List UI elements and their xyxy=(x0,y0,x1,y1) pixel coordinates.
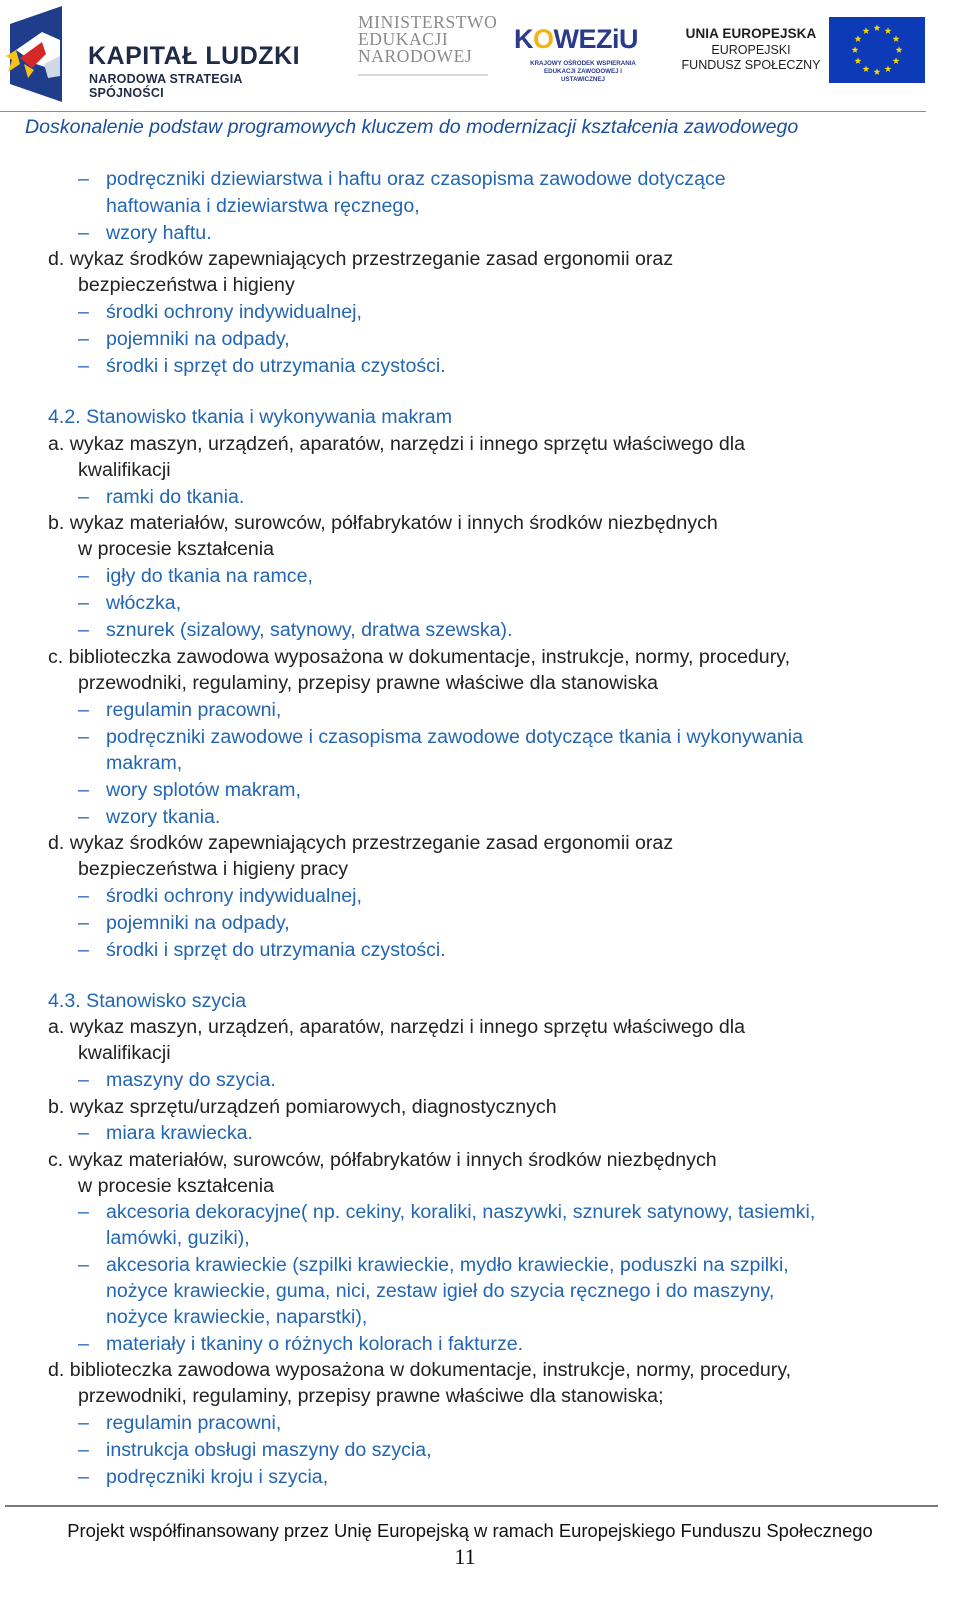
list-item: miara krawiecka. xyxy=(106,1122,253,1144)
koweziu-name-suffix: WEZiU xyxy=(553,24,639,54)
section-heading: 4.3. Stanowisko szycia xyxy=(48,990,247,1012)
list-item: środki ochrony indywidualnej, xyxy=(106,885,362,907)
list-dash-icon: – xyxy=(78,1466,89,1488)
list-item: środki i sprzęt do utrzymania czystości. xyxy=(106,355,446,377)
list-dash-icon: – xyxy=(78,912,89,934)
koweziu-name-prefix: K xyxy=(514,24,533,54)
list-dash-icon: – xyxy=(78,565,89,587)
page-number: 11 xyxy=(454,1544,476,1569)
ministry-underline xyxy=(358,74,488,76)
kapital-ludzki-logo xyxy=(6,6,306,102)
koweziu-subtitle: KRAJOWY OŚRODEK WSPIERANIA EDUKACJI ZAWODOWEJ I USTAWICZNEJ xyxy=(530,60,636,83)
text-line: bezpieczeństwa i higieny xyxy=(78,274,295,296)
list-item: maszyny do szycia. xyxy=(106,1069,276,1091)
list-dash-icon: – xyxy=(78,1122,89,1144)
list-dash-icon: – xyxy=(78,699,89,721)
text-line: lamówki, guziki), xyxy=(106,1227,250,1249)
text-line: haftowania i dziewiarstwa ręcznego, xyxy=(106,195,420,217)
list-dash-icon: – xyxy=(78,806,89,828)
text-line: a. wykaz maszyn, urządzeń, aparatów, narzędzi i innego sprzętu właściwego dla xyxy=(48,1016,746,1038)
text-line: nożyce krawieckie, guma, nici, zestaw igieł do szycia ręcznego i do maszyny, xyxy=(106,1280,775,1302)
list-dash-icon: – xyxy=(78,355,89,377)
eu-line-1: UNIA EUROPEJSKA xyxy=(685,26,817,41)
text-line: a. wykaz maszyn, urządzeń, aparatów, narzędzi i innego sprzętu właściwego dla xyxy=(48,433,746,455)
koweziu-sun-o: O xyxy=(533,24,554,54)
list-item: igły do tkania na ramce, xyxy=(106,565,313,587)
list-dash-icon: – xyxy=(78,1254,89,1276)
list-item: ramki do tkania. xyxy=(106,486,245,508)
list-item: instrukcja obsługi maszyny do szycia, xyxy=(106,1439,432,1461)
list-item: pojemniki na odpady, xyxy=(106,912,290,934)
list-dash-icon: – xyxy=(78,301,89,323)
list-item: podręczniki zawodowe i czasopisma zawodowe dotyczące tkania i wykonywania xyxy=(106,726,804,748)
text-line: b. wykaz materiałów, surowców, półfabrykatów i innych środków niezbędnych xyxy=(48,512,718,534)
list-dash-icon: – xyxy=(78,486,89,508)
list-item: akcesoria dekoracyjne( np. cekiny, koraliki, naszywki, sznurek satynowy, tasiemki, xyxy=(106,1201,816,1223)
kapital-ludzki-emblem-icon xyxy=(6,6,76,102)
kapital-ludzki-title: KAPITAŁ LUDZKI xyxy=(88,42,301,70)
list-dash-icon: – xyxy=(78,1069,89,1091)
text-line: c. wykaz materiałów, surowców, półfabrykatów i innych środków niezbędnych xyxy=(48,1149,717,1171)
text-line: b. wykaz sprzętu/urządzeń pomiarowych, diagnostycznych xyxy=(48,1096,557,1118)
list-item: pojemniki na odpady, xyxy=(106,328,290,350)
eu-line-2: EUROPEJSKI xyxy=(711,43,791,57)
list-item: wzory tkania. xyxy=(106,806,221,828)
text-line: makram, xyxy=(106,752,183,774)
logo-bar xyxy=(0,0,960,112)
list-dash-icon: – xyxy=(78,726,89,748)
list-dash-icon: – xyxy=(78,939,89,961)
text-line: c. biblioteczka zawodowa wyposażona w dokumentacje, instrukcje, normy, procedury, xyxy=(48,646,791,668)
text-line: kwalifikacji xyxy=(78,1042,171,1064)
list-item: podręczniki dziewiarstwa i haftu oraz czasopisma zawodowe dotyczące xyxy=(106,168,726,190)
list-dash-icon: – xyxy=(78,1439,89,1461)
list-item: akcesoria krawieckie (szpilki krawieckie, mydło krawieckie, poduszki na szpilki, xyxy=(106,1254,789,1276)
list-dash-icon: – xyxy=(78,222,89,244)
footer-text: Projekt współfinansowany przez Unię Europejską w ramach Europejskiego Funduszu Społecznego xyxy=(67,1520,873,1541)
list-dash-icon: – xyxy=(78,592,89,614)
list-dash-icon: – xyxy=(78,779,89,801)
text-line: d. wykaz środków zapewniających przestrzeganie zasad ergonomii oraz xyxy=(48,248,674,270)
text-line: w procesie kształcenia xyxy=(78,1175,275,1197)
list-dash-icon: – xyxy=(78,1201,89,1223)
list-item: wory splotów makram, xyxy=(106,779,301,801)
list-dash-icon: – xyxy=(78,619,89,641)
text-line: nożyce krawieckie, naparstki), xyxy=(106,1306,368,1328)
section-heading: 4.2. Stanowisko tkania i wykonywania makram xyxy=(48,406,453,428)
list-item: materiały i tkaniny o różnych kolorach i fakturze. xyxy=(106,1333,524,1355)
kapital-ludzki-subtitle: NARODOWA STRATEGIA SPÓJNOŚCI xyxy=(89,72,243,100)
list-item: środki ochrony indywidualnej, xyxy=(106,301,362,323)
ministry-line-3: NARODOWEJ xyxy=(358,46,473,66)
ministry-line-1: MINISTERSTWO xyxy=(358,12,498,32)
list-item: podręczniki kroju i szycia, xyxy=(106,1466,329,1488)
list-item: wzory haftu. xyxy=(106,222,212,244)
koweziu-name xyxy=(514,24,638,55)
list-dash-icon: – xyxy=(78,1412,89,1434)
footer-rule xyxy=(5,1505,938,1507)
list-item: regulamin pracowni, xyxy=(106,699,282,721)
text-line: przewodniki, regulaminy, przepisy prawne właściwe dla stanowiska xyxy=(78,672,659,694)
ministry-line-2: EDUKACJI xyxy=(358,29,449,49)
list-dash-icon: – xyxy=(78,885,89,907)
eu-text xyxy=(680,26,822,72)
list-dash-icon: – xyxy=(78,328,89,350)
text-line: przewodniki, regulaminy, przepisy prawne właściwe dla stanowiska; xyxy=(78,1385,664,1407)
header-rule xyxy=(0,111,926,112)
list-item: środki i sprzęt do utrzymania czystości. xyxy=(106,939,446,961)
list-dash-icon: – xyxy=(78,168,89,190)
running-title: Doskonalenie podstaw programowych kluczem do modernizacji kształcenia zawodowego xyxy=(25,116,799,138)
text-line: bezpieczeństwa i higieny pracy xyxy=(78,858,349,880)
eu-flag-icon xyxy=(829,17,925,83)
text-line: d. biblioteczka zawodowa wyposażona w dokumentacje, instrukcje, normy, procedury, xyxy=(48,1359,792,1381)
list-item: regulamin pracowni, xyxy=(106,1412,282,1434)
list-dash-icon: – xyxy=(78,1333,89,1355)
koweziu-logo xyxy=(514,14,639,84)
text-line: w procesie kształcenia xyxy=(78,538,275,560)
text-line: d. wykaz środków zapewniających przestrzeganie zasad ergonomii oraz xyxy=(48,832,674,854)
text-line: kwalifikacji xyxy=(78,459,171,481)
list-item: sznurek (sizalowy, satynowy, dratwa szewska). xyxy=(106,619,513,641)
eu-line-3: FUNDUSZ SPOŁECZNY xyxy=(681,58,821,72)
list-item: włóczka, xyxy=(106,592,182,614)
